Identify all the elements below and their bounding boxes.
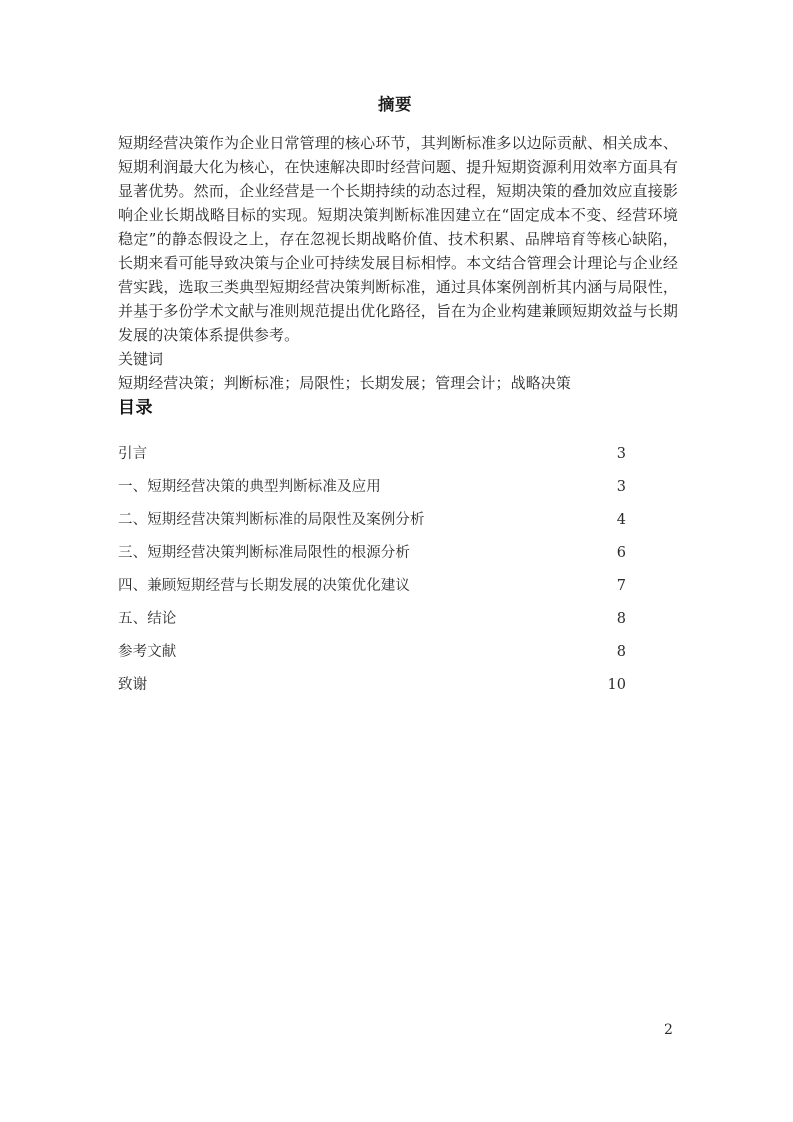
toc-entry-title: 四、兼顾短期经营与长期发展的决策优化建议 xyxy=(118,578,410,594)
toc-leader-dots xyxy=(148,675,606,690)
toc-entry-page-number: 3 xyxy=(616,479,626,495)
toc-entry-title: 参考文献 xyxy=(118,644,177,660)
toc-entry-title: 引言 xyxy=(118,446,148,462)
toc-leader-dots xyxy=(157,444,616,459)
toc-list xyxy=(118,438,626,702)
abstract-section xyxy=(118,93,678,395)
toc-entry[interactable] xyxy=(118,471,626,504)
toc-leader-dots xyxy=(411,543,616,558)
toc-entry-page-number: 10 xyxy=(607,677,626,693)
toc-entry-page-number: 8 xyxy=(616,644,626,660)
toc-leader-dots xyxy=(420,576,616,591)
toc-entry[interactable] xyxy=(118,636,626,669)
keywords-list: 短期经营决策；判断标准；局限性；长期发展；管理会计；战略决策 xyxy=(118,374,572,392)
toc-heading: 目录 xyxy=(118,398,153,418)
toc-entry-title: 致谢 xyxy=(118,677,148,693)
table-of-contents-section xyxy=(118,396,678,702)
toc-entry-title: 二、短期经营决策判断标准的局限性及案例分析 xyxy=(118,512,425,528)
toc-leader-dots xyxy=(426,510,616,525)
toc-leader-dots xyxy=(177,609,615,624)
toc-entry-page-number: 3 xyxy=(616,446,626,462)
toc-entry[interactable] xyxy=(118,669,626,702)
toc-entry-title: 一、短期经营决策的典型判断标准及应用 xyxy=(118,479,381,495)
keywords-label: 关键词 xyxy=(118,350,164,368)
toc-entry-page-number: 4 xyxy=(616,512,626,528)
page-number: 2 xyxy=(664,1022,673,1038)
toc-leader-dots xyxy=(177,642,615,657)
toc-entry[interactable] xyxy=(118,537,626,570)
toc-entry[interactable] xyxy=(118,570,626,603)
toc-entry[interactable] xyxy=(118,504,626,537)
abstract-heading: 摘要 xyxy=(378,95,412,114)
toc-entry-title: 三、短期经营决策判断标准局限性的根源分析 xyxy=(118,545,410,561)
toc-entry-title: 五、结论 xyxy=(118,611,177,627)
abstract-body-text: 短期经营决策作为企业日常管理的核心环节，其判断标准多以边际贡献、相关成本、短期利润最大化为核心，在快速解决即时经营问题、提升短期资源利用效率方面具有显著优势。然而，企业经营是一个长期持续的动态过程，短期决策的叠加效应直接影响企业长期战略目标的实现。短期决策判断标准因建立在“固定成本不变、经营环境稳定”的静态假设之上，存在忽视长期战略价值、技术积累、品牌培育等核心缺陷，长期来看可能导致决策与企业可持续发展目标相悖。本文结合管理会计理论与企业经营实践，选取三类典型短期经营决策判断标准，通过具体案例剖析其内涵与局限性，并基于多份学术文献与准则规范提出优化路径，旨在为企业构建兼顾短期效益与长期发展的决策体系提供参考。 xyxy=(118,134,678,344)
toc-entry[interactable] xyxy=(118,603,626,636)
toc-entry[interactable] xyxy=(118,438,626,471)
toc-entry-page-number: 7 xyxy=(616,578,626,594)
toc-leader-dots xyxy=(382,477,616,492)
toc-entry-page-number: 8 xyxy=(616,611,626,627)
toc-entry-page-number: 6 xyxy=(616,545,626,561)
